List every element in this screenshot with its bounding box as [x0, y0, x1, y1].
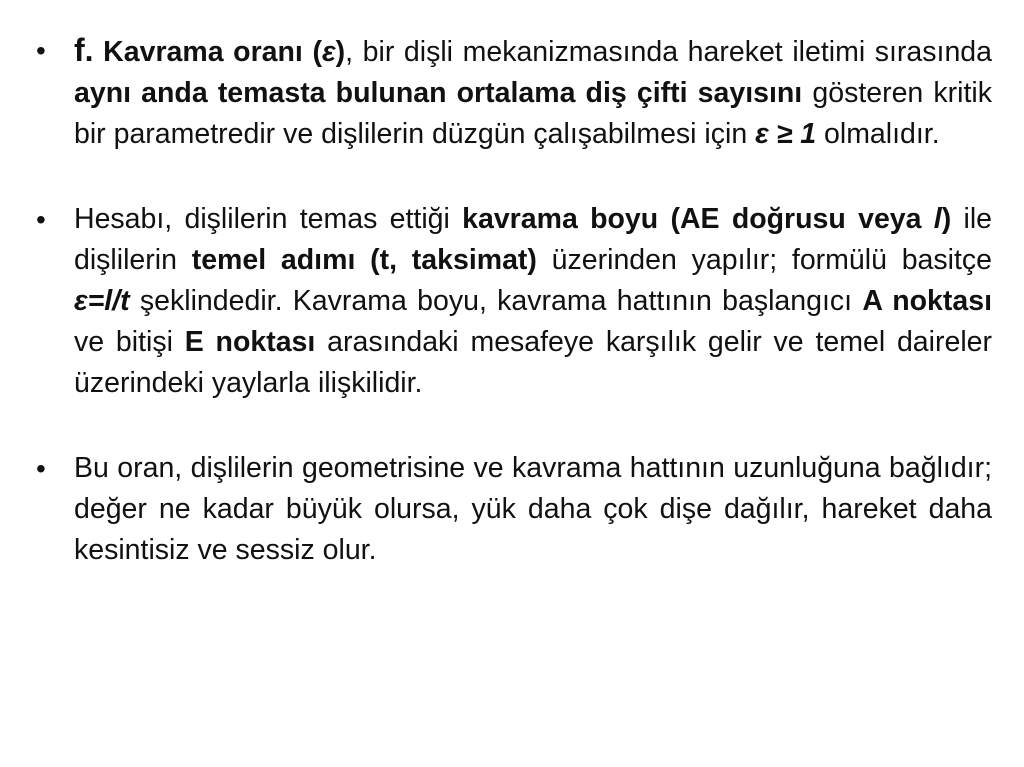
text-segment: Bu oran, dişlilerin geometrisine ve kavrama hattının uzunluğuna bağlıdır; değer ne kadar büyük olursa, yük daha çok dişe dağılır, hareket daha kesintisiz ve sessiz olur. [74, 452, 992, 566]
bullet-item-dependence [34, 448, 992, 571]
text-segment: ve bitişi [74, 326, 185, 358]
symbol-l: l [933, 203, 942, 235]
emphasis-path-of-contact: kavrama boyu (AE doğrusu veya [462, 203, 934, 235]
epsilon-symbol: ε [321, 36, 336, 68]
item-letter: f. [74, 32, 94, 68]
bullet-icon: • [36, 453, 46, 484]
condition-epsilon-ge-1: ε ≥ 1 [755, 118, 817, 150]
emphasis-tooth-pairs: aynı anda temasta bulunan ortalama diş çifti sayısını [74, 77, 803, 109]
bullet-icon: • [36, 204, 46, 235]
text-segment: arasındaki mesafeye karşılık gelir ve temel daireler üzerindeki yaylarla ilişkilidir. [74, 326, 992, 399]
emphasis-point-a: A noktası [862, 285, 992, 317]
paren-close: ) [941, 203, 952, 235]
emphasis-base-pitch: temel adımı (t, taksimat) [191, 244, 537, 276]
bullet-item-calculation [34, 199, 992, 404]
bullet-icon: • [36, 35, 46, 66]
bullet-item-contact-ratio-definition [34, 30, 992, 155]
text-segment: şeklindedir. Kavrama boyu, kavrama hattının başlangıcı [129, 285, 863, 317]
text-segment: , bir dişli mekanizmasında hareket iletimi sırasında [345, 36, 992, 68]
formula-epsilon: ε=l/t [74, 285, 130, 317]
text-segment: ile dişlilerin [74, 203, 993, 276]
paren-open: ( [312, 36, 322, 68]
paren-close: ) [335, 36, 346, 68]
bullet-list [34, 30, 992, 571]
emphasis-point-e: E noktası [184, 326, 316, 358]
text-segment: gösteren kritik bir parametredir ve dişlilerin düzgün çalışabilmesi için [74, 77, 992, 150]
text-segment: Hesabı, dişlilerin temas ettiği [74, 203, 463, 235]
text-segment: olmalıdır. [816, 118, 940, 150]
term-kavrama-orani: Kavrama oranı [103, 36, 303, 68]
text-segment: üzerinden yapılır; formülü basitçe [536, 244, 992, 276]
